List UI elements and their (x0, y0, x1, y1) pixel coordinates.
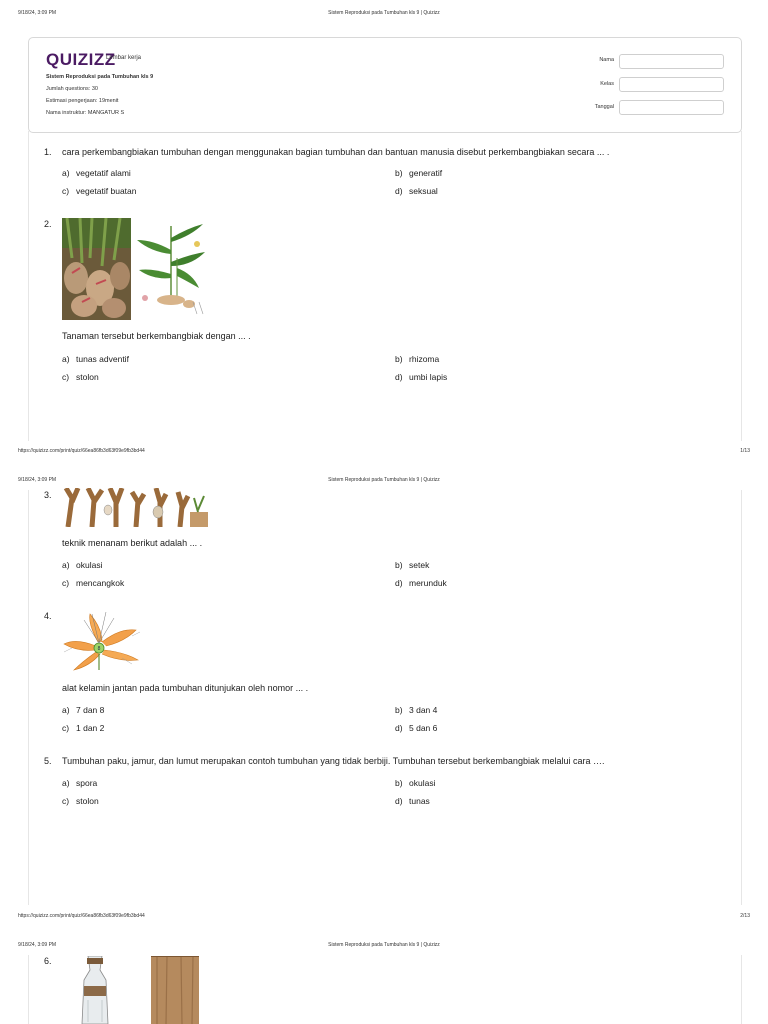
class-label: Kelas (600, 81, 614, 87)
print-date: 9/18/24, 3:09 PM (18, 477, 57, 483)
option-letter: d) (395, 796, 403, 806)
instructor-name: Nama instruktur: MANGATUR S (46, 110, 125, 116)
option-d[interactable] (395, 186, 438, 196)
print-date: 9/18/24, 3:09 PM (18, 10, 57, 16)
wooden-stem-image (151, 956, 199, 1024)
option-a[interactable] (62, 168, 131, 178)
option-letter: b) (395, 354, 403, 364)
option-d[interactable] (395, 372, 447, 382)
print-url: https://quizizz.com/print/quiz/66ea86fb3d63f09e9fb3bd44 (18, 913, 145, 919)
page-border-right (741, 955, 742, 1024)
page-border-left (28, 955, 29, 1024)
option-letter: c) (62, 796, 70, 806)
option-text: umbi lapis (409, 372, 448, 382)
svg-text:8: 8 (97, 646, 101, 652)
option-text: tunas adventif (76, 354, 129, 364)
option-letter: a) (62, 778, 70, 788)
option-b[interactable] (395, 354, 439, 364)
question-number: 4. (44, 611, 52, 621)
time-estimate: Estimasi pengerjaan: 19menit (46, 98, 119, 104)
option-text: stolon (76, 372, 99, 382)
option-c[interactable] (62, 372, 99, 382)
quizizz-logo: QUIZIZZ (46, 50, 116, 69)
question-count: Jumlah questions: 30 (46, 86, 98, 92)
class-field[interactable] (619, 77, 724, 92)
option-text: setek (409, 560, 430, 570)
ginger-plant-illustration (133, 218, 209, 320)
page-border-right (741, 490, 742, 905)
name-field[interactable] (619, 54, 724, 69)
print-date: 9/18/24, 3:09 PM (18, 942, 57, 948)
option-letter: d) (395, 578, 403, 588)
date-field[interactable] (619, 100, 724, 115)
option-text: stolon (76, 796, 99, 806)
option-b[interactable] (395, 705, 437, 715)
option-text: 3 dan 4 (409, 705, 438, 715)
option-d[interactable] (395, 578, 447, 588)
option-a[interactable] (62, 705, 104, 715)
option-text: 1 dan 2 (76, 723, 105, 733)
option-c[interactable] (62, 578, 124, 588)
page-border-right (741, 131, 742, 441)
option-letter: a) (62, 354, 70, 364)
print-title: Sistem Reproduksi pada Tumbuhan kls 9 | Quizizz (328, 942, 440, 948)
option-b[interactable] (395, 778, 435, 788)
option-letter: c) (62, 723, 70, 733)
option-letter: a) (62, 705, 70, 715)
page-number: 2/13 (740, 913, 750, 919)
option-a[interactable] (62, 778, 97, 788)
option-b[interactable] (395, 560, 429, 570)
grafting-technique-illustration (62, 488, 210, 527)
option-letter: b) (395, 560, 403, 570)
option-letter: c) (62, 372, 70, 382)
glass-bottle-image (70, 956, 120, 1024)
option-a[interactable] (62, 354, 129, 364)
option-text: 7 dan 8 (76, 705, 105, 715)
print-url: https://quizizz.com/print/quiz/66ea86fb3d63f09e9fb3bd44 (18, 448, 145, 454)
option-letter: b) (395, 705, 403, 715)
name-label: Nama (599, 57, 614, 63)
question-text: Tumbuhan paku, jamur, dan lumut merupakan contoh tumbuhan yang tidak berbiji. Tumbuhan tersebut berkembangbiak melalui cara …. (62, 756, 605, 766)
option-d[interactable] (395, 796, 430, 806)
question-text: cara perkembangbiakan tumbuhan dengan menggunakan bagian tumbuhan dan bantuan manusia disebut perkembangbiakan secara ... . (62, 147, 610, 157)
page-border-left (28, 490, 29, 905)
question-number: 5. (44, 756, 52, 766)
print-title: Sistem Reproduksi pada Tumbuhan kls 9 | Quizizz (328, 477, 440, 483)
question-number: 6. (44, 956, 52, 966)
question-text: alat kelamin jantan pada tumbuhan ditunjukan oleh nomor ... . (62, 683, 309, 693)
option-text: merunduk (409, 578, 447, 588)
question-text: Tanaman tersebut berkembangbiak dengan ... . (62, 331, 251, 341)
option-c[interactable] (62, 723, 104, 733)
option-letter: d) (395, 723, 403, 733)
quiz-title: Sistem Reproduksi pada Tumbuhan kls 9 (46, 74, 154, 80)
option-text: vegetatif alami (76, 168, 131, 178)
option-text: okulasi (76, 560, 103, 570)
option-letter: c) (62, 578, 70, 588)
option-d[interactable] (395, 723, 437, 733)
option-c[interactable] (62, 186, 137, 196)
option-text: 5 dan 6 (409, 723, 438, 733)
option-text: vegetatif buatan (76, 186, 137, 196)
question-number: 2. (44, 219, 52, 229)
option-text: rhizoma (409, 354, 440, 364)
option-text: okulasi (409, 778, 436, 788)
option-text: mencangkok (76, 578, 125, 588)
option-letter: b) (395, 168, 403, 178)
date-label: Tanggal (594, 104, 614, 110)
option-text: generatif (409, 168, 443, 178)
option-letter: d) (395, 372, 403, 382)
option-b[interactable] (395, 168, 442, 178)
print-title: Sistem Reproduksi pada Tumbuhan kls 9 | Quizizz (328, 10, 440, 16)
option-c[interactable] (62, 796, 99, 806)
option-text: spora (76, 778, 98, 788)
option-letter: a) (62, 560, 70, 570)
option-a[interactable] (62, 560, 102, 570)
option-letter: a) (62, 168, 70, 178)
option-letter: c) (62, 186, 70, 196)
page-number: 1/13 (740, 448, 750, 454)
flower-anatomy-diagram (62, 608, 210, 673)
option-text: tunas (409, 796, 430, 806)
option-letter: d) (395, 186, 403, 196)
page-border-left (28, 131, 29, 441)
worksheet-label: Lembar kerja (106, 55, 142, 61)
option-text: seksual (409, 186, 438, 196)
question-number: 1. (44, 147, 52, 157)
question-text: teknik menanam berikut adalah ... . (62, 538, 203, 548)
worksheet-header-card (28, 37, 742, 133)
option-letter: b) (395, 778, 403, 788)
ginger-rhizome-photo (62, 218, 131, 320)
question-number: 3. (44, 490, 52, 500)
